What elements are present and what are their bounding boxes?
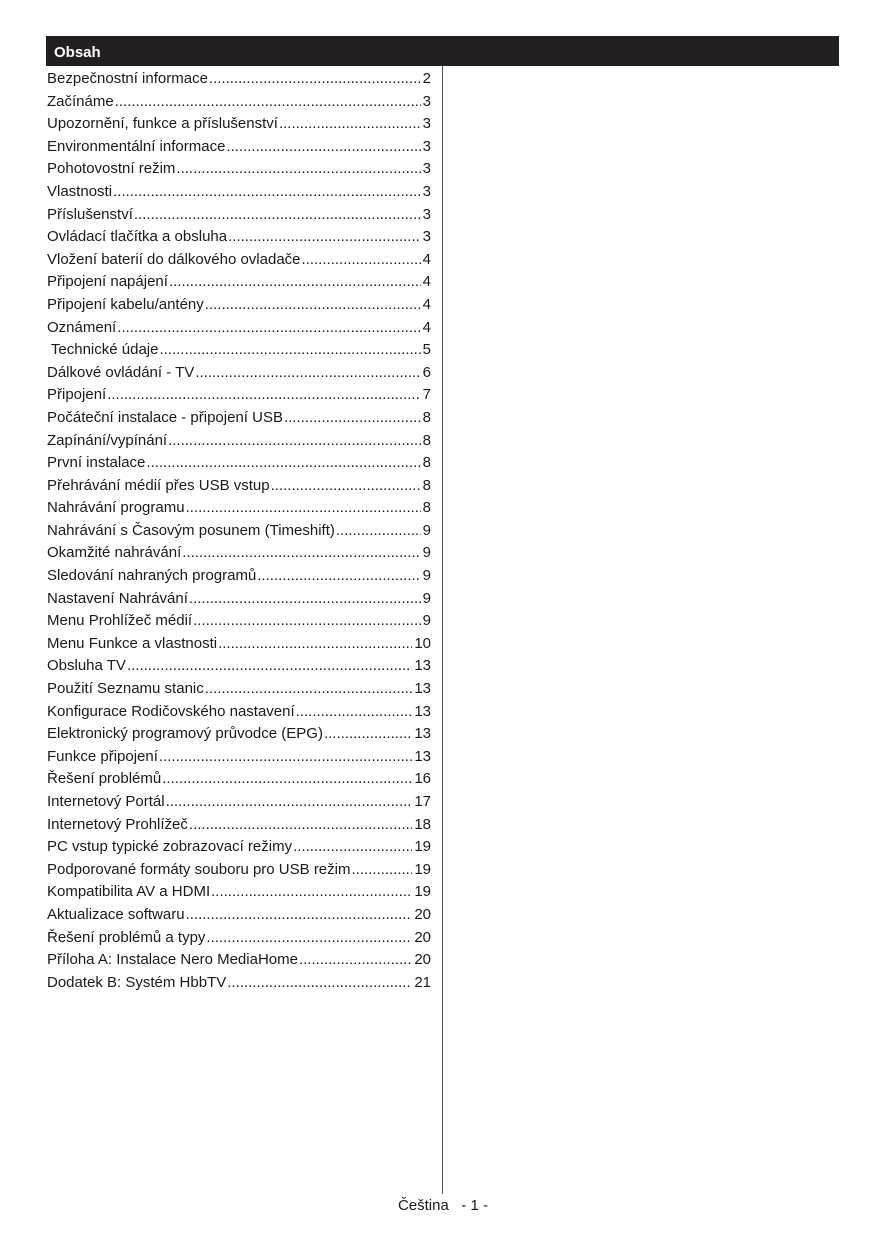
toc-entry-page: 20 <box>414 905 431 923</box>
toc-dot-leader <box>106 384 420 407</box>
toc-entry[interactable] <box>47 701 431 724</box>
toc-entry-title: Příslušenství <box>47 205 133 223</box>
toc-dot-leader <box>133 204 421 227</box>
toc-entry[interactable] <box>47 542 431 565</box>
toc-entry-page: 9 <box>422 544 431 562</box>
table-of-contents <box>47 68 431 994</box>
toc-entry-page: 13 <box>414 680 431 698</box>
toc-dot-leader <box>323 723 412 746</box>
toc-entry-title: Nahrávání s Časovým posunem (Timeshift) <box>47 521 335 539</box>
toc-dot-leader <box>301 249 421 272</box>
toc-entry-page: 10 <box>414 634 431 652</box>
footer-language: Čeština <box>397 1197 449 1214</box>
toc-dot-leader <box>283 407 421 430</box>
toc-entry[interactable] <box>47 927 431 950</box>
toc-dot-leader <box>181 542 420 565</box>
toc-entry-title: Příloha A: Instalace Nero MediaHome <box>47 951 298 969</box>
toc-entry-title: Dálkové ovládání - TV <box>47 363 195 381</box>
toc-entry-title: Bezpečnostní informace <box>47 70 208 87</box>
toc-entry-title: Okamžité nahrávání <box>47 544 182 562</box>
toc-entry-page: 6 <box>422 363 431 381</box>
toc-entry-title: Řešení problémů a typy <box>47 928 206 946</box>
toc-entry-page: 4 <box>422 250 431 268</box>
toc-entry[interactable] <box>47 881 431 904</box>
footer-spacer <box>449 1197 462 1214</box>
toc-entry[interactable] <box>47 294 431 317</box>
toc-entry[interactable] <box>47 113 431 136</box>
toc-entry-title: Menu Prohlížeč médií <box>47 612 193 630</box>
toc-entry-page: 3 <box>422 160 431 178</box>
toc-entry[interactable] <box>47 384 431 407</box>
toc-entry-title: Použití Seznamu stanic <box>47 680 204 698</box>
toc-entry-page: 20 <box>414 951 431 969</box>
page-footer <box>0 1196 874 1216</box>
section-header-bar <box>46 36 839 66</box>
toc-entry[interactable] <box>47 317 431 340</box>
toc-entry-page: 3 <box>422 137 431 155</box>
toc-entry[interactable] <box>47 723 431 746</box>
toc-entry[interactable] <box>47 271 431 294</box>
toc-entry-page: 9 <box>422 589 431 607</box>
toc-entry-title: Nastavení Nahrávání <box>47 589 188 607</box>
toc-entry-page: 8 <box>422 454 431 472</box>
toc-entry[interactable] <box>47 181 431 204</box>
toc-entry[interactable] <box>47 91 431 114</box>
toc-entry[interactable] <box>47 904 431 927</box>
toc-dot-leader <box>204 294 421 317</box>
toc-entry-page: 3 <box>422 205 431 223</box>
toc-entry-title: Oznámení <box>47 318 117 336</box>
toc-dot-leader <box>158 746 412 769</box>
toc-entry[interactable] <box>47 158 431 181</box>
toc-entry-page: 2 <box>422 70 431 87</box>
toc-entry-title: Přehrávání médií přes USB vstup <box>47 476 270 494</box>
toc-entry-title: Vlastnosti <box>47 182 113 200</box>
toc-dot-leader <box>185 497 421 520</box>
toc-dot-leader <box>167 430 421 453</box>
toc-entry[interactable] <box>47 972 431 995</box>
toc-dot-leader <box>188 814 412 837</box>
toc-entry-title: Obsluha TV <box>47 657 126 675</box>
toc-dot-leader <box>292 836 412 859</box>
toc-entry-title: Aktualizace softwaru <box>47 905 185 923</box>
toc-entry-page: 19 <box>414 838 431 856</box>
toc-entry-title: Zapínání/vypínání <box>47 431 168 449</box>
toc-entry-page: 16 <box>414 770 431 788</box>
toc-entry-title: První instalace <box>47 454 146 472</box>
toc-entry-title: Upozornění, funkce a příslušenství <box>47 115 278 133</box>
toc-dot-leader <box>298 949 412 972</box>
toc-dot-leader <box>165 791 413 814</box>
toc-entry-page: 5 <box>422 341 431 359</box>
toc-entry-page: 20 <box>414 928 431 946</box>
toc-entry[interactable] <box>47 136 431 159</box>
toc-entry[interactable] <box>47 362 431 385</box>
toc-entry-page: 3 <box>422 92 431 110</box>
toc-dot-leader <box>158 339 420 362</box>
toc-entry-page: 3 <box>422 115 431 133</box>
toc-dot-leader <box>217 633 412 656</box>
toc-entry[interactable] <box>47 746 431 769</box>
toc-dot-leader <box>350 859 412 882</box>
toc-entry-title: Internetový Prohlížeč <box>47 815 188 833</box>
toc-entry-page: 13 <box>414 747 431 765</box>
toc-entry[interactable] <box>47 768 431 791</box>
toc-entry-title: Technické údaje <box>47 341 159 359</box>
toc-entry-title: Připojení napájení <box>47 273 168 291</box>
toc-entry-title: Pohotovostní režim <box>47 160 176 178</box>
toc-entry-title: Podporované formáty souboru pro USB režim <box>47 860 351 878</box>
toc-entry[interactable] <box>47 339 431 362</box>
toc-entry-title: Elektronický programový průvodce (EPG) <box>47 725 323 743</box>
toc-dot-leader <box>295 701 413 724</box>
toc-entry-page: 17 <box>414 793 431 810</box>
toc-entry[interactable] <box>47 678 431 701</box>
footer-page-number: - 1 - <box>461 1197 489 1214</box>
toc-entry-title: Nahrávání programu <box>47 499 185 517</box>
toc-entry[interactable] <box>47 520 431 543</box>
toc-entry-title: Vložení baterií do dálkového ovladače <box>47 250 301 268</box>
toc-entry-page: 18 <box>414 815 431 833</box>
toc-dot-leader <box>256 565 420 588</box>
toc-entry-title: PC vstup typické zobrazovací režimy <box>47 838 293 856</box>
toc-entry-page: 4 <box>422 295 431 313</box>
toc-entry[interactable] <box>47 430 431 453</box>
toc-entry[interactable] <box>47 565 431 588</box>
toc-entry[interactable] <box>47 475 431 498</box>
toc-entry[interactable] <box>47 655 431 678</box>
toc-entry-page: 9 <box>422 612 431 630</box>
toc-entry[interactable] <box>47 204 431 227</box>
toc-dot-leader <box>225 136 420 159</box>
toc-entry[interactable] <box>47 610 431 633</box>
toc-entry[interactable] <box>47 68 431 91</box>
toc-dot-leader <box>185 904 413 927</box>
toc-entry-title: Začínáme <box>47 92 114 110</box>
toc-entry-page: 19 <box>414 860 431 878</box>
toc-entry[interactable] <box>47 497 431 520</box>
toc-entry[interactable] <box>47 836 431 859</box>
toc-dot-leader <box>161 768 412 791</box>
toc-entry[interactable] <box>47 226 431 249</box>
toc-dot-leader <box>116 317 420 340</box>
toc-entry-title: Připojení kabelu/antény <box>47 295 204 313</box>
toc-dot-leader <box>145 452 420 475</box>
toc-entry-page: 13 <box>414 657 431 675</box>
toc-entry-title: Řešení problémů <box>47 770 162 788</box>
toc-entry-page: 21 <box>414 973 431 991</box>
toc-dot-leader <box>226 972 412 995</box>
toc-entry-page: 13 <box>414 702 431 720</box>
toc-entry-title: Funkce připojení <box>47 747 158 765</box>
toc-entry[interactable] <box>47 949 431 972</box>
toc-dot-leader <box>210 881 412 904</box>
toc-entry-title: Konfigurace Rodičovského nastavení <box>47 702 295 720</box>
toc-entry-title: Dodatek B: Systém HbbTV <box>47 973 227 991</box>
toc-dot-leader <box>114 91 421 114</box>
toc-entry-page: 8 <box>422 476 431 494</box>
toc-entry-title: Sledování nahraných programů <box>47 567 257 585</box>
toc-entry-page: 3 <box>422 228 431 246</box>
toc-entry[interactable] <box>47 588 431 611</box>
toc-dot-leader <box>175 158 420 181</box>
toc-dot-leader <box>194 362 420 385</box>
toc-entry[interactable] <box>47 407 431 430</box>
toc-entry-title: Kompatibilita AV a HDMI <box>47 883 211 901</box>
toc-dot-leader <box>192 610 421 633</box>
toc-dot-leader <box>112 181 421 204</box>
toc-entry-page: 19 <box>414 883 431 901</box>
toc-entry-page: 4 <box>422 318 431 336</box>
toc-dot-leader <box>335 520 421 543</box>
toc-entry-page: 4 <box>422 273 431 291</box>
section-title: Obsah <box>54 44 101 61</box>
toc-entry-page: 9 <box>422 567 431 585</box>
toc-dot-leader <box>208 68 421 91</box>
toc-dot-leader <box>227 226 421 249</box>
column-divider <box>442 66 443 1194</box>
toc-entry[interactable] <box>47 859 431 882</box>
toc-dot-leader <box>278 113 421 136</box>
toc-entry-page: 13 <box>414 725 431 743</box>
toc-entry[interactable] <box>47 452 431 475</box>
toc-entry-title: Počáteční instalace - připojení USB <box>47 408 283 426</box>
toc-entry-page: 3 <box>422 182 431 200</box>
toc-dot-leader <box>205 927 412 950</box>
toc-entry-title: Menu Funkce a vlastnosti <box>47 634 218 652</box>
toc-dot-leader <box>204 678 413 701</box>
toc-entry[interactable] <box>47 249 431 272</box>
toc-entry-page: 9 <box>422 521 431 539</box>
toc-entry-page: 7 <box>422 386 431 404</box>
toc-entry-page: 8 <box>422 431 431 449</box>
toc-dot-leader <box>126 655 412 678</box>
toc-dot-leader <box>270 475 421 498</box>
toc-entry-title: Připojení <box>47 386 107 404</box>
toc-dot-leader <box>188 588 421 611</box>
toc-dot-leader <box>168 271 421 294</box>
toc-entry-page: 8 <box>422 408 431 426</box>
toc-entry[interactable] <box>47 633 431 656</box>
toc-entry-title: Environmentální informace <box>47 137 226 155</box>
toc-entry[interactable] <box>47 814 431 837</box>
toc-entry-title: Ovládací tlačítka a obsluha <box>47 228 228 246</box>
toc-entry-page: 8 <box>422 499 431 517</box>
toc-entry[interactable] <box>47 791 431 814</box>
toc-entry-title: Internetový Portál <box>47 793 165 810</box>
